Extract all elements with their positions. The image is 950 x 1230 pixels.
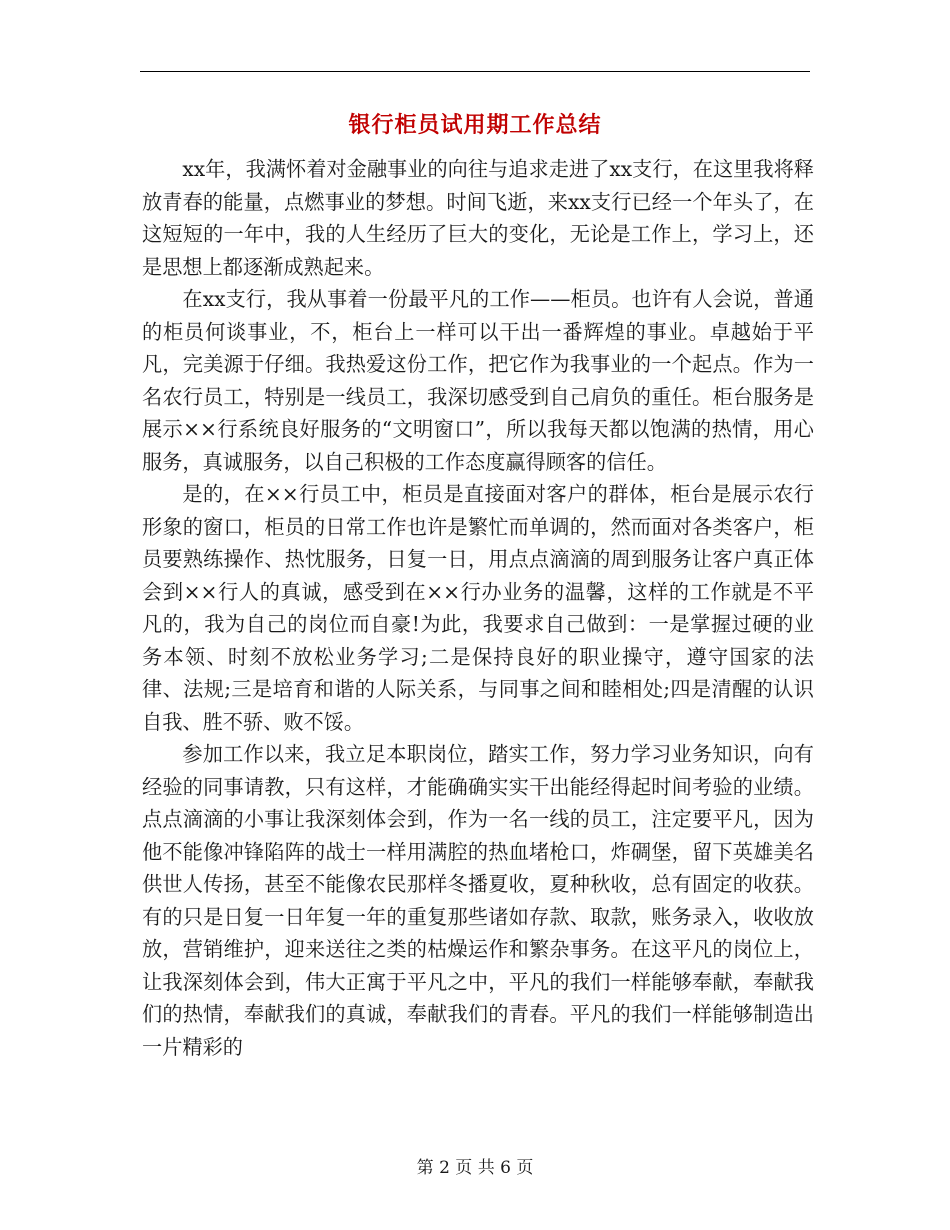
- page-number: 第 2 页 共 6 页: [416, 1158, 534, 1178]
- document-body: [142, 153, 814, 1063]
- paragraph-4: 参加工作以来，我立足本职岗位，踏实工作，努力学习业务知识，向有经验的同事请教，只有这样，才能确确实实干出能经得起时间考验的业绩。点点滴滴的小事让我深刻体会到，作为一名一线的员工，注定要平凡，因为他不能像冲锋陷阵的战士一样用满腔的热血堵枪口，炸碉堡，留下英雄美名供世人传扬，甚至不能像农民那样冬播夏收，夏种秋收，总有固定的收获。有的只是日复一日年复一年的重复那些诸如存款、取款，账务录入，收收放放，营销维护，迎来送往之类的枯燥运作和繁杂事务。在这平凡的岗位上，让我深刻体会到，伟大正寓于平凡之中，平凡的我们一样能够奉献，奉献我们的热情，奉献我们的真诚，奉献我们的青春。平凡的我们一样能够制造出一片精彩的: [142, 742, 814, 1059]
- paragraph-3: 是的，在××行员工中，柜员是直接面对客户的群体，柜台是展示农行形象的窗口，柜员的日常工作也许是繁忙而单调的，然而面对各类客户，柜员要熟练操作、热忱服务，日复一日，用点点滴滴的周到服务让客户真正体会到××行人的真诚，感受到在××行办业务的温馨，这样的工作就是不平凡的，我为自己的岗位而自豪!为此，我要求自己做到：一是掌握过硬的业务本领、时刻不放松业务学习;二是保持良好的职业操守，遵守国家的法律、法规;三是培育和谐的人际关系，与同事之间和睦相处;四是清醒的认识自我、胜不骄、败不馁。: [142, 482, 814, 734]
- document-title: 银行柜员试用期工作总结: [348, 112, 602, 138]
- header-rule: [140, 71, 810, 72]
- paragraph-1: xx年，我满怀着对金融事业的向往与追求走进了xx支行，在这里我将释放青春的能量，点燃事业的梦想。时间飞逝，来xx支行已经一个年头了，在这短短的一年中，我的人生经历了巨大的变化，无论是工作上，学习上，还是思想上都逐渐成熟起来。: [142, 157, 814, 279]
- paragraph-2: 在xx支行，我从事着一份最平凡的工作——柜员。也许有人会说，普通的柜员何谈事业，不，柜台上一样可以干出一番辉煌的事业。卓越始于平凡，完美源于仔细。我热爱这份工作，把它作为我事业的一个起点。作为一名农行员工，特别是一线员工，我深切感受到自己肩负的重任。柜台服务是展示××行系统良好服务的“文明窗口”，所以我每天都以饱满的热情，用心服务，真诚服务，以自己积极的工作态度赢得顾客的信任。: [142, 287, 814, 474]
